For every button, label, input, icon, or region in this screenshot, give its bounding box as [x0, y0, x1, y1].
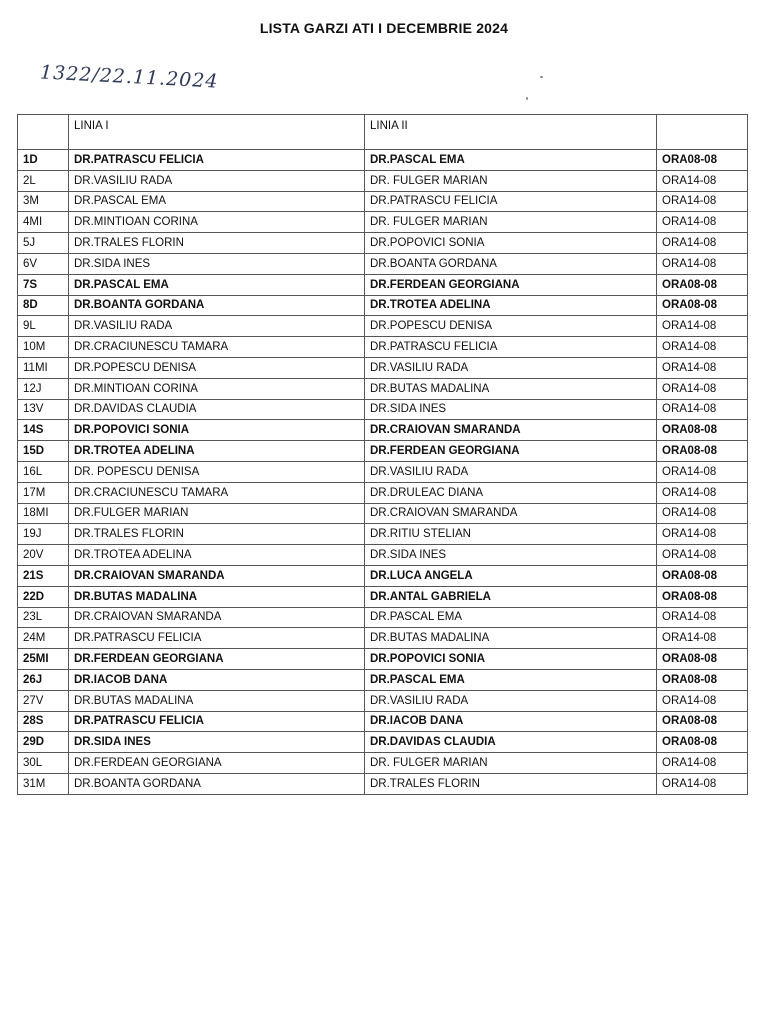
day-cell: 11MI	[18, 357, 69, 378]
table-row	[18, 399, 748, 420]
hours-cell: ORA14-08	[657, 253, 748, 274]
linia-1-cell: DR.TRALES FLORIN	[69, 524, 365, 545]
day-cell: 26J	[18, 669, 69, 690]
day-cell: 5J	[18, 233, 69, 254]
header-linia-1: LINIA I	[69, 115, 365, 150]
linia-1-cell: DR.IACOB DANA	[69, 669, 365, 690]
day-cell: 1D	[18, 150, 69, 171]
table-row	[18, 732, 748, 753]
table-row	[18, 357, 748, 378]
table-row	[18, 337, 748, 358]
hours-cell: ORA08-08	[657, 649, 748, 670]
hours-cell: ORA14-08	[657, 524, 748, 545]
linia-1-cell: DR.BOANTA GORDANA	[69, 773, 365, 794]
table-row	[18, 753, 748, 774]
day-cell: 15D	[18, 441, 69, 462]
day-cell: 19J	[18, 524, 69, 545]
handwritten-registration-note: 1322/22.11.2024	[39, 61, 220, 93]
hours-cell: ORA14-08	[657, 461, 748, 482]
linia-2-cell: DR.FERDEAN GEORGIANA	[365, 441, 657, 462]
table-row	[18, 773, 748, 794]
linia-2-cell: DR.PASCAL EMA	[365, 607, 657, 628]
day-cell: 17M	[18, 482, 69, 503]
linia-2-cell: DR.SIDA INES	[365, 399, 657, 420]
linia-1-cell: DR.TRALES FLORIN	[69, 233, 365, 254]
table-row	[18, 295, 748, 316]
table-row	[18, 669, 748, 690]
linia-2-cell: DR.BOANTA GORDANA	[365, 253, 657, 274]
table-row	[18, 316, 748, 337]
day-cell: 13V	[18, 399, 69, 420]
hours-cell: ORA14-08	[657, 337, 748, 358]
linia-2-cell: DR.PATRASCU FELICIA	[365, 191, 657, 212]
linia-1-cell: DR.FERDEAN GEORGIANA	[69, 753, 365, 774]
linia-1-cell: DR.SIDA INES	[69, 732, 365, 753]
linia-1-cell: DR.TROTEA ADELINA	[69, 441, 365, 462]
duty-roster-table	[17, 114, 748, 795]
table-row	[18, 378, 748, 399]
day-cell: 9L	[18, 316, 69, 337]
linia-2-cell: DR.TRALES FLORIN	[365, 773, 657, 794]
table-row	[18, 503, 748, 524]
table-row	[18, 191, 748, 212]
linia-2-cell: DR.SIDA INES	[365, 545, 657, 566]
linia-2-cell: DR.POPOVICI SONIA	[365, 233, 657, 254]
day-cell: 8D	[18, 295, 69, 316]
linia-2-cell: DR.CRAIOVAN SMARANDA	[365, 420, 657, 441]
hours-cell: ORA14-08	[657, 233, 748, 254]
linia-2-cell: DR.DRULEAC DIANA	[365, 482, 657, 503]
table-row	[18, 565, 748, 586]
table-row	[18, 545, 748, 566]
linia-1-cell: DR.CRACIUNESCU TAMARA	[69, 482, 365, 503]
hours-cell: ORA14-08	[657, 316, 748, 337]
linia-2-cell: DR.FERDEAN GEORGIANA	[365, 274, 657, 295]
table-row	[18, 524, 748, 545]
day-cell: 2L	[18, 170, 69, 191]
day-cell: 28S	[18, 711, 69, 732]
hours-cell: ORA14-08	[657, 690, 748, 711]
hours-cell: ORA14-08	[657, 212, 748, 233]
linia-2-cell: DR.LUCA ANGELA	[365, 565, 657, 586]
header-linia-2: LINIA II	[365, 115, 657, 150]
hours-cell: ORA08-08	[657, 295, 748, 316]
table-row	[18, 482, 748, 503]
table-row	[18, 420, 748, 441]
linia-2-cell: DR.VASILIU RADA	[365, 461, 657, 482]
linia-1-cell: DR.PASCAL EMA	[69, 274, 365, 295]
hours-cell: ORA14-08	[657, 773, 748, 794]
header-day	[18, 115, 69, 150]
table-row	[18, 649, 748, 670]
table-row	[18, 170, 748, 191]
hours-cell: ORA08-08	[657, 420, 748, 441]
day-cell: 7S	[18, 274, 69, 295]
linia-1-cell: DR.PATRASCU FELICIA	[69, 711, 365, 732]
day-cell: 23L	[18, 607, 69, 628]
linia-2-cell: DR.VASILIU RADA	[365, 357, 657, 378]
linia-1-cell: DR.PATRASCU FELICIA	[69, 628, 365, 649]
linia-2-cell: DR.BUTAS MADALINA	[365, 378, 657, 399]
day-cell: 14S	[18, 420, 69, 441]
linia-1-cell: DR.PASCAL EMA	[69, 191, 365, 212]
hours-cell: ORA14-08	[657, 170, 748, 191]
linia-1-cell: DR.SIDA INES	[69, 253, 365, 274]
hours-cell: ORA08-08	[657, 732, 748, 753]
linia-2-cell: DR.DAVIDAS CLAUDIA	[365, 732, 657, 753]
table-row	[18, 253, 748, 274]
linia-1-cell: DR.MINTIOAN CORINA	[69, 378, 365, 399]
document-title: LISTA GARZI ATI I DECEMBRIE 2024	[259, 20, 509, 36]
linia-2-cell: DR.RITIU STELIAN	[365, 524, 657, 545]
linia-2-cell: DR.TROTEA ADELINA	[365, 295, 657, 316]
table-body	[18, 150, 748, 795]
hours-cell: ORA14-08	[657, 399, 748, 420]
linia-1-cell: DR.FULGER MARIAN	[69, 503, 365, 524]
linia-1-cell: DR.FERDEAN GEORGIANA	[69, 649, 365, 670]
hours-cell: ORA08-08	[657, 441, 748, 462]
hours-cell: ORA14-08	[657, 191, 748, 212]
hours-cell: ORA14-08	[657, 607, 748, 628]
linia-1-cell: DR.DAVIDAS CLAUDIA	[69, 399, 365, 420]
day-cell: 3M	[18, 191, 69, 212]
hours-cell: ORA08-08	[657, 711, 748, 732]
day-cell: 4MI	[18, 212, 69, 233]
linia-2-cell: DR. FULGER MARIAN	[365, 753, 657, 774]
day-cell: 31M	[18, 773, 69, 794]
scan-speck	[540, 76, 543, 78]
hours-cell: ORA14-08	[657, 545, 748, 566]
hours-cell: ORA14-08	[657, 753, 748, 774]
day-cell: 30L	[18, 753, 69, 774]
linia-2-cell: DR.PATRASCU FELICIA	[365, 337, 657, 358]
hours-cell: ORA14-08	[657, 378, 748, 399]
day-cell: 16L	[18, 461, 69, 482]
day-cell: 21S	[18, 565, 69, 586]
day-cell: 25MI	[18, 649, 69, 670]
linia-1-cell: DR.BOANTA GORDANA	[69, 295, 365, 316]
hours-cell: ORA14-08	[657, 628, 748, 649]
linia-1-cell: DR.BUTAS MADALINA	[69, 586, 365, 607]
day-cell: 22D	[18, 586, 69, 607]
table-row	[18, 586, 748, 607]
linia-2-cell: DR.POPESCU DENISA	[365, 316, 657, 337]
day-cell: 12J	[18, 378, 69, 399]
linia-2-cell: DR.PASCAL EMA	[365, 669, 657, 690]
table-row	[18, 274, 748, 295]
linia-1-cell: DR. POPESCU DENISA	[69, 461, 365, 482]
linia-1-cell: DR.POPESCU DENISA	[69, 357, 365, 378]
linia-1-cell: DR.MINTIOAN CORINA	[69, 212, 365, 233]
day-cell: 27V	[18, 690, 69, 711]
table-row	[18, 628, 748, 649]
header-hours	[657, 115, 748, 150]
linia-1-cell: DR.VASILIU RADA	[69, 316, 365, 337]
linia-2-cell: DR. FULGER MARIAN	[365, 212, 657, 233]
linia-2-cell: DR.VASILIU RADA	[365, 690, 657, 711]
table-header-row	[18, 115, 748, 150]
linia-1-cell: DR.CRACIUNESCU TAMARA	[69, 337, 365, 358]
linia-1-cell: DR.PATRASCU FELICIA	[69, 150, 365, 171]
linia-2-cell: DR.BUTAS MADALINA	[365, 628, 657, 649]
linia-1-cell: DR.TROTEA ADELINA	[69, 545, 365, 566]
linia-1-cell: DR.CRAIOVAN SMARANDA	[69, 565, 365, 586]
table-row	[18, 212, 748, 233]
hours-cell: ORA14-08	[657, 482, 748, 503]
hours-cell: ORA14-08	[657, 357, 748, 378]
linia-1-cell: DR.VASILIU RADA	[69, 170, 365, 191]
linia-2-cell: DR.CRAIOVAN SMARANDA	[365, 503, 657, 524]
table-row	[18, 461, 748, 482]
linia-2-cell: DR.PASCAL EMA	[365, 150, 657, 171]
linia-2-cell: DR. FULGER MARIAN	[365, 170, 657, 191]
linia-1-cell: DR.CRAIOVAN SMARANDA	[69, 607, 365, 628]
hours-cell: ORA08-08	[657, 150, 748, 171]
hours-cell: ORA08-08	[657, 274, 748, 295]
day-cell: 29D	[18, 732, 69, 753]
table-row	[18, 441, 748, 462]
linia-2-cell: DR.IACOB DANA	[365, 711, 657, 732]
day-cell: 20V	[18, 545, 69, 566]
hours-cell: ORA08-08	[657, 565, 748, 586]
table-row	[18, 690, 748, 711]
linia-1-cell: DR.POPOVICI SONIA	[69, 420, 365, 441]
day-cell: 24M	[18, 628, 69, 649]
day-cell: 18MI	[18, 503, 69, 524]
day-cell: 10M	[18, 337, 69, 358]
hours-cell: ORA08-08	[657, 586, 748, 607]
hours-cell: ORA08-08	[657, 669, 748, 690]
scan-speck	[526, 97, 528, 100]
linia-2-cell: DR.POPOVICI SONIA	[365, 649, 657, 670]
day-cell: 6V	[18, 253, 69, 274]
linia-2-cell: DR.ANTAL GABRIELA	[365, 586, 657, 607]
table-row	[18, 607, 748, 628]
hours-cell: ORA14-08	[657, 503, 748, 524]
table-row	[18, 150, 748, 171]
table-row	[18, 711, 748, 732]
table-row	[18, 233, 748, 254]
linia-1-cell: DR.BUTAS MADALINA	[69, 690, 365, 711]
